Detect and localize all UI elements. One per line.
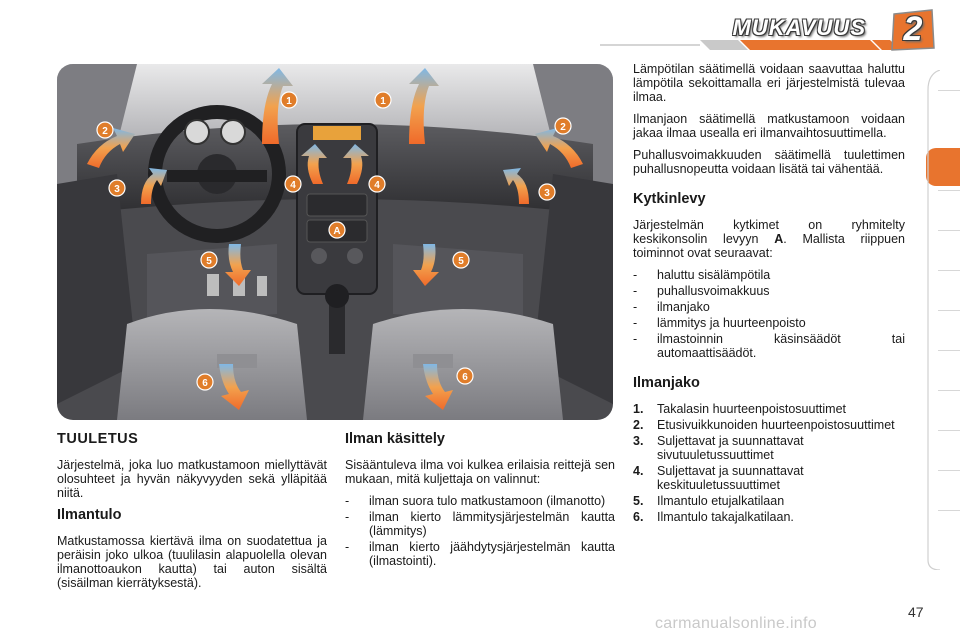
page-number: 47 [908,604,924,620]
column-left [57,432,327,598]
section-title-air-intake: Ilmantulo [57,507,122,523]
list-item: 1. Takalasin huurteenpoistosuuttimet [633,402,847,416]
list-item: - puhallusvoimakkuus [633,284,770,298]
section-title-switch-panel: Kytkinlevy [633,191,706,207]
air-handling-intro: Sisääntuleva ilma voi kulkea erilaisia reittejä sen mukaan, mitä kuljettaja on valinnut: [345,458,615,486]
list-item: 2. Etusivuikkunoiden huurteenpoistosuuttimet [633,418,895,432]
chapter-tab[interactable] [938,270,960,311]
list-item: 5. Ilmantulo etujalkatilaan [633,494,785,508]
chapter-tab[interactable] [938,310,960,351]
list-item: - ilman suora tulo matkustamoon (ilmanotto) [345,494,606,508]
list-item: 3. Suljettavat ja suunnattavat sivutuuletussuuttimet [633,434,804,462]
page-header [0,0,960,62]
chapter-tabs [926,70,960,570]
list-item: - ilmanjako [633,300,710,314]
section-title-ventilation: TUULETUS [57,431,139,447]
cabin-ventilation-illustration [57,64,613,420]
tab-edge [926,70,940,570]
distribution-control-text: Ilmanjaon säätimellä matkustamoon voidaan jakaa ilmaa usealla eri ilmanvaihtosuuttimella. [633,112,905,140]
callout-2: 2 [560,122,566,133]
list-item: - haluttu sisälämpötila [633,268,771,282]
air-handling-list [345,494,615,568]
callout-5: 5 [206,256,212,267]
chapter-tab[interactable] [938,350,960,391]
chapter-number: 2 [903,10,923,48]
air-intake-text: Matkustamossa kiertävä ilma on suodatettua ja peräisin joko ulkoa (tuulilasin alapuolella olevan ilmanottoaukon kautta) tai auton sisältä (sisäilman kierrätyksestä). [57,534,327,590]
callout-6: 6 [462,372,468,383]
chapter-tab[interactable] [938,190,960,231]
callout-4: 4 [374,180,380,191]
callout-a: A [333,226,341,237]
callout-3: 3 [544,188,550,199]
callout-3: 3 [114,184,120,195]
callout-4: 4 [290,180,296,191]
switch-panel-intro: Järjestelmän kytkimet on ryhmitelty keskikonsolin levyyn A. Mallista riippuen toiminnot ovat seuraavat: [633,218,906,260]
list-item: - ilman kierto lämmitysjärjestelmän kautta (lämmitys) [345,510,615,538]
column-middle [345,432,615,576]
switch-functions-list [633,268,905,360]
callout-1: 1 [286,96,292,107]
section-title-air-handling: Ilman käsittely [345,431,445,447]
watermark: carmanualsonline.info [655,615,817,632]
list-item: - ilmastoinnin käsinsäädöt tai automaattisäädöt. [633,332,905,360]
section-title-air-distribution: Ilmanjako [633,375,700,391]
list-item: 6. Ilmantulo takajalkatilaan. [633,510,794,524]
list-item: 4. Suljettavat ja suunnattavat keskituuletussuuttimet [633,464,804,492]
chapter-tab[interactable] [938,90,960,131]
column-right [633,62,905,526]
cabin-drawing [57,64,613,420]
chapter-tab[interactable] [938,470,960,511]
air-distribution-list [633,402,905,524]
chapter-tab[interactable] [938,510,960,551]
chapter-tab[interactable] [938,430,960,471]
ventilation-intro: Järjestelmä, joka luo matkustamoon miellyttävät olosuhteet ja hyvän näkyvyyden sekä ylläpitää niitä. [57,458,327,500]
temperature-control-text: Lämpötilan säätimellä voidaan saavuttaa haluttu lämpötila sekoittamalla eri järjestelmistä tulevaa ilmaa. [633,62,905,104]
chapter-title: MUKAVUUS [732,15,866,40]
list-item: - ilman kierto jäähdytysjärjestelmän kautta (ilmastointi). [345,540,615,568]
callout-1: 1 [380,96,386,107]
chapter-tab[interactable] [938,390,960,431]
list-item: - lämmitys ja huurteenpoisto [633,316,806,330]
fan-speed-control-text: Puhallusvoimakkuuden säätimellä tuulettimen puhallusnopeutta voidaan lisätä tai vähentää. [633,148,905,176]
callout-6: 6 [202,378,208,389]
callout-5: 5 [458,256,464,267]
callout-2: 2 [102,126,108,137]
chapter-tab[interactable] [938,230,960,271]
chapter-number-badge [890,8,936,52]
